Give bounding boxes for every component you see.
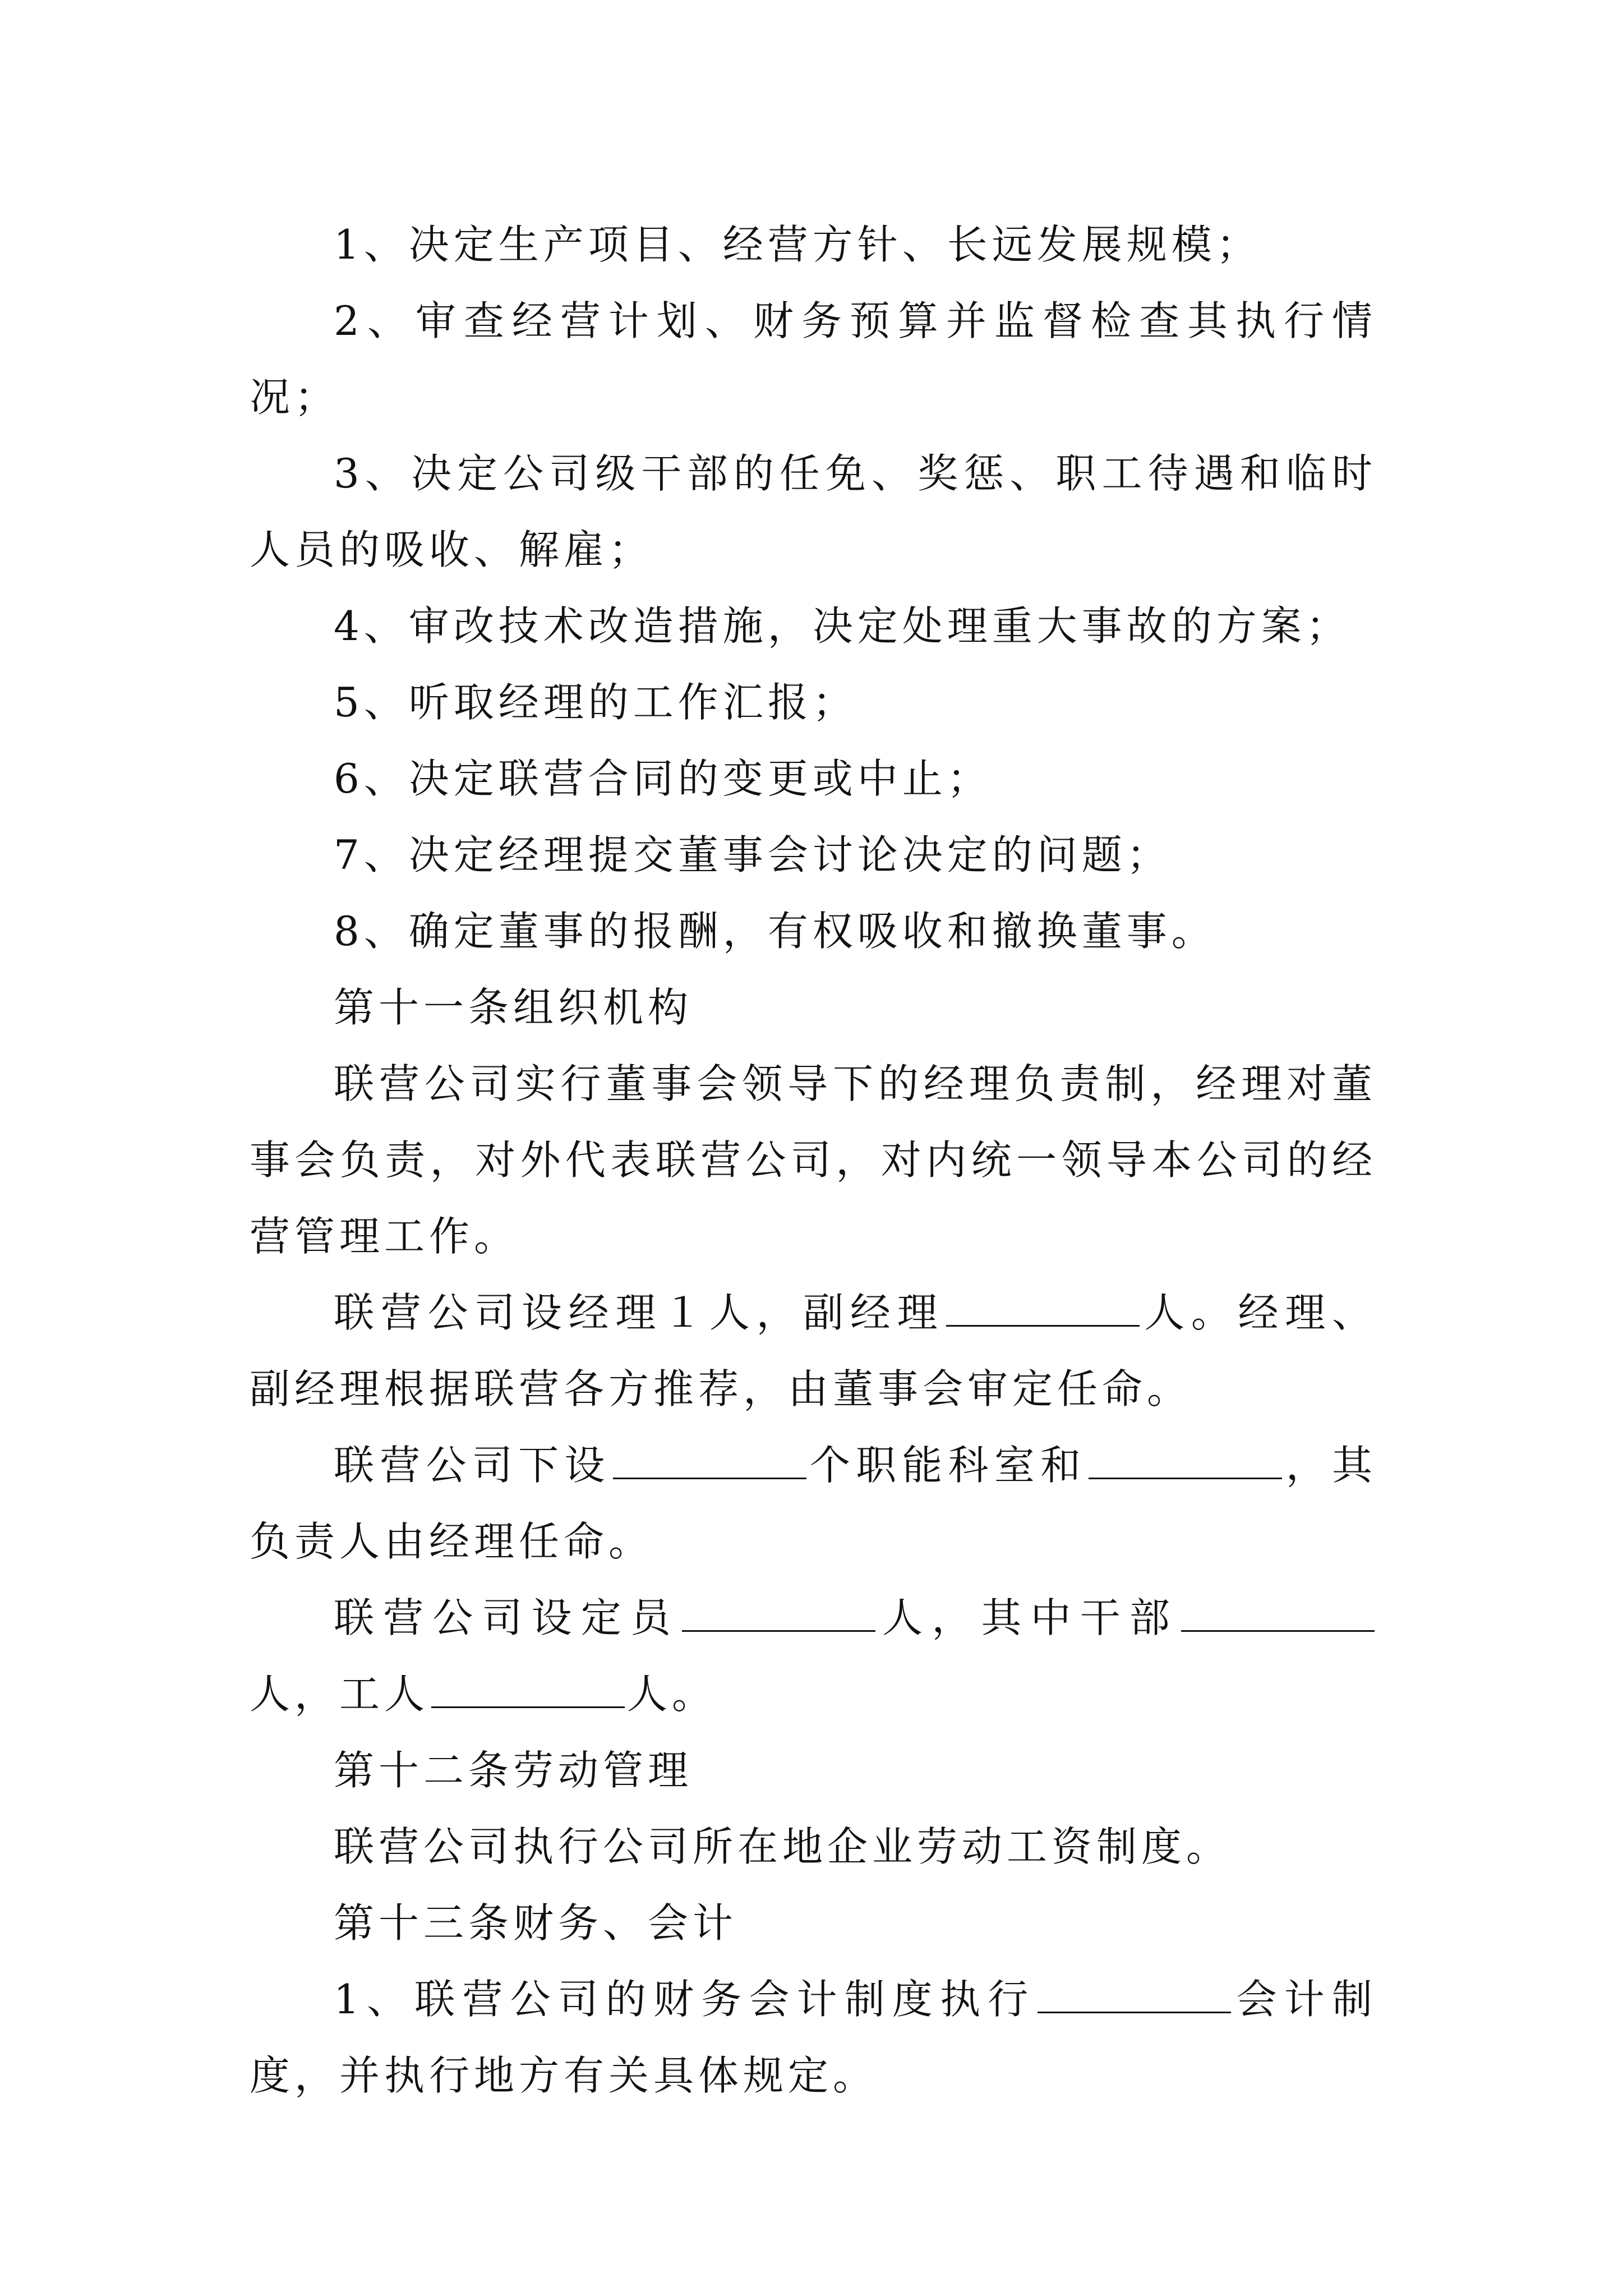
staffing-text-1: 联营公司设定员 xyxy=(334,1594,680,1641)
staffing-text-3: 人，工人 xyxy=(250,1671,430,1718)
staffing-text-2: 人，其中干部 xyxy=(878,1594,1179,1641)
accounting-system-blank xyxy=(1038,1976,1231,2013)
labor-paragraph: 联营公司执行公司所在地企业劳动工资制度。 xyxy=(334,1823,1232,1870)
finance-paragraph xyxy=(250,1961,1377,2114)
managers-text-2: 人。经理、副经理根据联营各方推荐，由董事会审定任命。 xyxy=(250,1289,1377,1412)
clause-item-7: 7、决定经理提交董事会讨论决定的问题； xyxy=(334,831,1172,878)
departments-text-1: 联营公司下设 xyxy=(334,1442,611,1489)
finance-text-1: 1、联营公司的财务会计制度执行 xyxy=(334,1976,1036,2023)
departments-text-2: 个职能科室和 xyxy=(808,1442,1087,1489)
clause-item-8: 8、确定董事的报酬，有权吸收和撤换董事。 xyxy=(334,908,1216,955)
staffing-text-4: 人。 xyxy=(627,1671,717,1718)
clause-item-2: 2、审查经营计划、财务预算并监督检查其执行情况； xyxy=(250,297,1377,421)
managers-text-1: 联营公司设经理１人，副经理 xyxy=(334,1289,944,1336)
article-13-heading: 第十三条财务、会计 xyxy=(334,1899,738,1947)
department-count-blank xyxy=(613,1442,806,1479)
article-12-heading: 第十二条劳动管理 xyxy=(334,1747,693,1794)
departments-text-3: ，其负责人由经理任命。 xyxy=(250,1442,1377,1565)
document-page xyxy=(250,206,1377,2114)
staff-total-blank xyxy=(682,1594,875,1632)
other-unit-blank xyxy=(1089,1442,1282,1479)
finance-text-2: 会计制度，并执行地方有关具体规定。 xyxy=(250,1976,1377,2099)
managers-paragraph xyxy=(250,1274,1377,1427)
clause-item-1: 1、决定生产项目、经营方针、长远发展规模； xyxy=(334,221,1261,268)
cadre-count-blank xyxy=(1181,1594,1375,1632)
clause-item-4: 4、审改技术改造措施，决定处理重大事故的方案； xyxy=(334,602,1351,650)
clause-item-6: 6、决定联营合同的变更或中止； xyxy=(334,755,992,802)
worker-count-blank xyxy=(431,1671,625,1708)
article-11-heading: 第十一条组织机构 xyxy=(334,984,693,1031)
deputy-count-blank xyxy=(946,1289,1140,1327)
clause-item-3: 3、决定公司级干部的任免、奖惩、职工待遇和临时人员的吸收、解雇； xyxy=(250,450,1377,573)
management-system-paragraph: 联营公司实行董事会领导下的经理负责制，经理对董事会负责，对外代表联营公司，对内统一领导本公司的经营管理工作。 xyxy=(250,1060,1377,1260)
clause-item-5: 5、听取经理的工作汇报； xyxy=(334,679,857,726)
departments-paragraph xyxy=(250,1427,1377,1580)
staffing-paragraph xyxy=(250,1580,1377,1732)
